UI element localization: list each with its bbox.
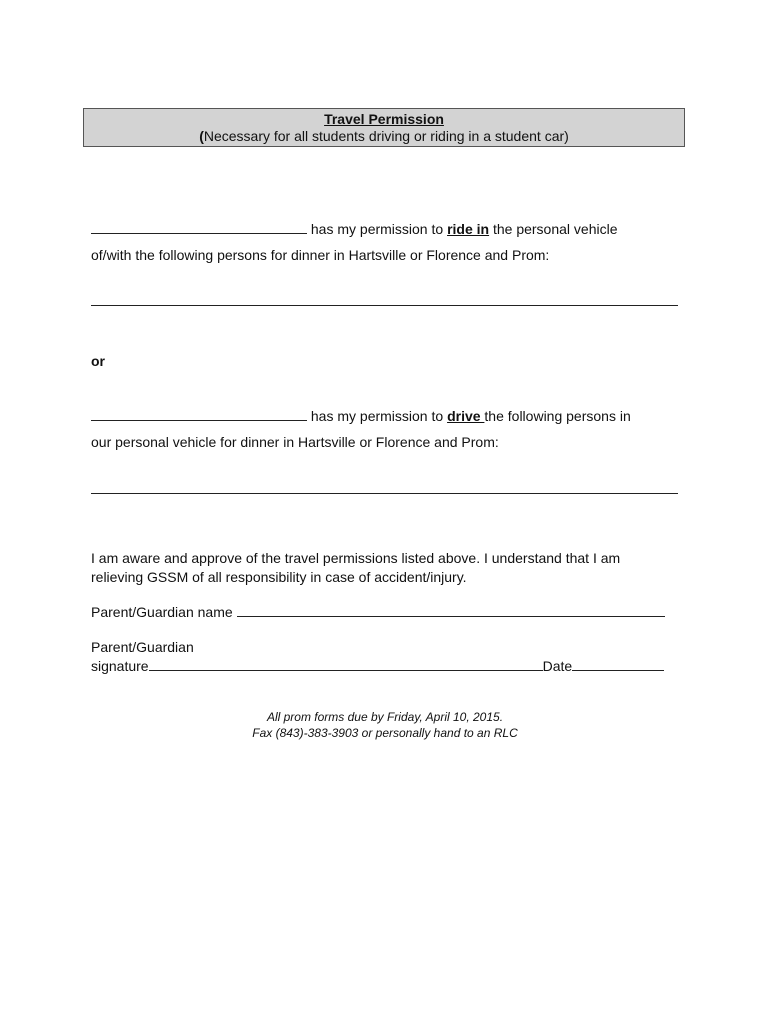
- or-label: or: [91, 353, 105, 369]
- drive-persons-field[interactable]: [91, 493, 678, 494]
- drive-permission-line: [91, 407, 631, 424]
- date-field[interactable]: [572, 657, 664, 671]
- footer-due-date: All prom forms due by Friday, April 10, 2015.: [266, 710, 504, 724]
- ride-line-2: of/with the following persons for dinner in Hartsville or Florence and Prom:: [91, 247, 550, 263]
- ride-persons-field[interactable]: [91, 305, 678, 306]
- signature-row: [91, 657, 664, 674]
- drive-line-2: our personal vehicle for dinner in Hartsville or Florence and Prom:: [91, 434, 499, 450]
- footer-fax: Fax (843)-383-3903 or personally hand to an RLC: [252, 726, 518, 740]
- acknowledgement-line-1: I am aware and approve of the travel permissions listed above. I understand that I am: [91, 550, 621, 566]
- form-header: [83, 108, 685, 147]
- driver-name-field[interactable]: [91, 407, 307, 421]
- ride-keyword: ride in: [447, 221, 490, 237]
- drive-permission-text: has my permission to: [310, 408, 444, 424]
- drive-rest-text: the following persons in: [484, 408, 631, 424]
- form-subtitle: [84, 128, 684, 145]
- guardian-name-field[interactable]: [237, 603, 665, 617]
- date-label: Date: [542, 658, 573, 674]
- drive-keyword: drive: [447, 408, 485, 424]
- signature-field[interactable]: [149, 657, 543, 671]
- rider-name-field[interactable]: [91, 220, 307, 234]
- acknowledgement-line-2: relieving GSSM of all responsibility in case of accident/injury.: [91, 569, 467, 585]
- guardian-name-label: Parent/Guardian name: [91, 604, 233, 620]
- signature-label: signature: [91, 658, 149, 674]
- ride-permission-text: has my permission to: [310, 221, 444, 237]
- subtitle-open-paren: (: [199, 128, 204, 144]
- form-title: Travel Permission: [324, 111, 444, 127]
- guardian-name-row: [91, 603, 665, 620]
- signature-label-line-1: Parent/Guardian: [91, 639, 194, 655]
- ride-rest-text: the personal vehicle: [492, 221, 618, 237]
- subtitle-text: Necessary for all students driving or riding in a student car): [203, 128, 569, 144]
- ride-permission-line: [91, 220, 618, 237]
